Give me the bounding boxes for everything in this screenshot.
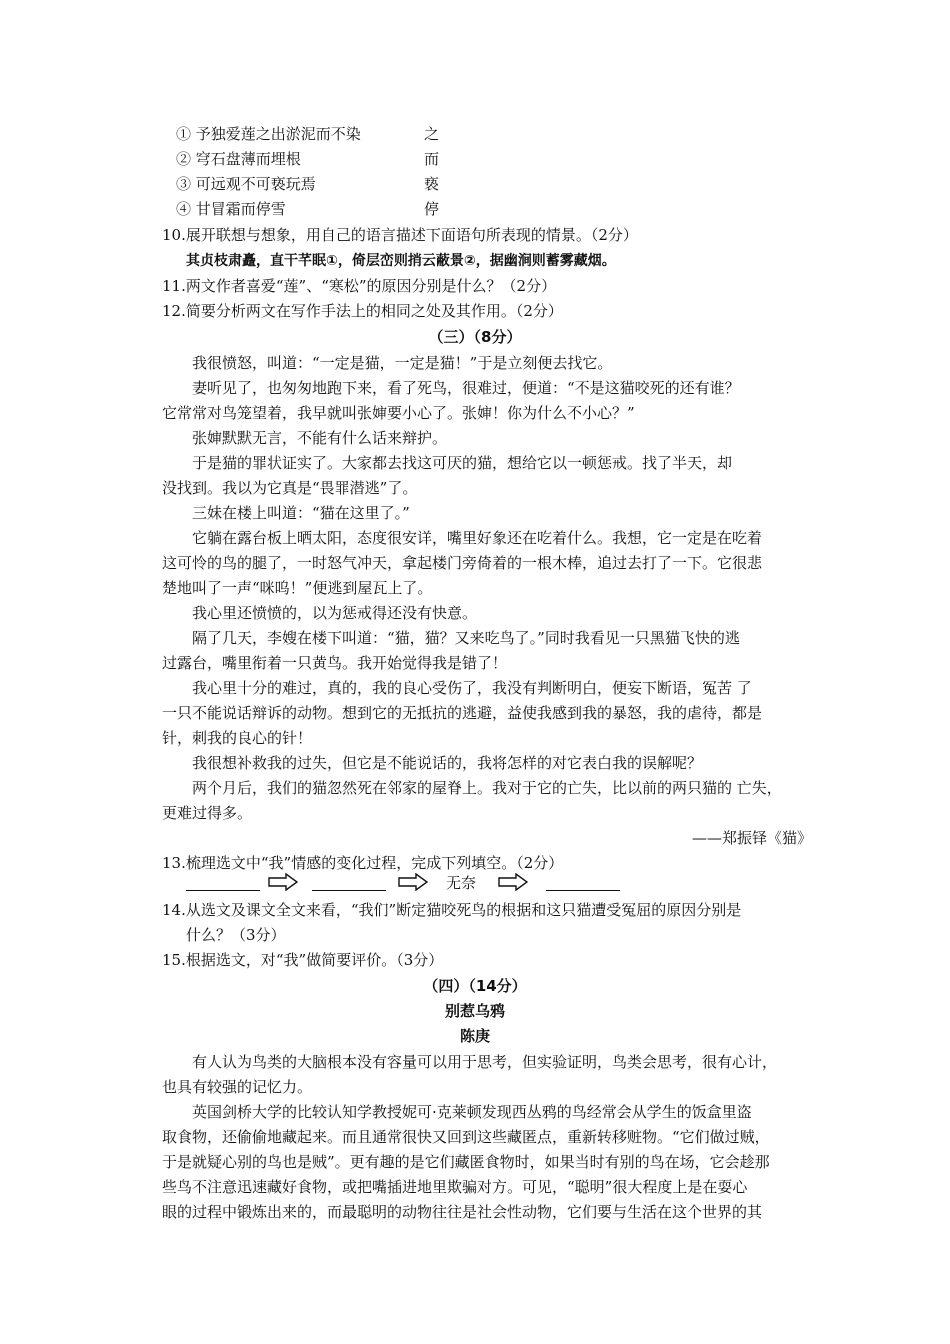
- passage-3-line: 我很想补救我的过失，但它是不能说话的，我将怎样的对它表白我的误解呢？: [192, 754, 703, 772]
- passage-3-line: 它常常对鸟笼望着，我早就叫张婶要小心了。张婶！你为什么不小心？”: [162, 404, 635, 422]
- question-10: 10.展开联想与想象，用自己的语言描述下面语句所表现的情景。（2分）: [162, 226, 638, 244]
- vocab-word-1: 之: [424, 125, 440, 143]
- question-12: 12.简要分析两文在写作手法上的相同之处及其作用。（2分）: [162, 302, 563, 320]
- question-10-quote: 其贞枝肃矗，直干芊眠①，倚层峦则捎云蔽景②，据幽涧则蓄雾藏烟。: [186, 253, 616, 269]
- passage-4-line: 些鸟不注意迅速藏好食物，或把嘴插进地里欺骗对方。可见，“聪明”很大程度上是在耍心: [162, 1178, 748, 1196]
- right-arrow-icon: [268, 873, 298, 891]
- vocab-word-3: 亵: [424, 175, 440, 193]
- answer-blank-2[interactable]: [312, 890, 386, 891]
- passage-4-line: 也具有较强的记忆力。: [162, 1078, 313, 1096]
- passage-3-line: 隔了几天，李嫂在楼下叫道：“猫，猫？又来吃鸟了。”同时我看见一只黑猫飞快的逃: [192, 629, 740, 647]
- passage-3-line: 针，刺我的良心的针！: [162, 729, 313, 747]
- passage-3-line: 一只不能说话辩诉的动物。想到它的无抵抗的逃避，益使我感到我的暴怒，我的虐待，都是: [162, 704, 763, 722]
- right-arrow-icon: [498, 873, 528, 891]
- passage-4-line: 有人认为鸟类的大脑根本没有容量可以用于思考，但实验证明，鸟类会思考，很有心计，: [192, 1053, 778, 1071]
- passage-4-line: 取食物，还偷偷地藏起来。而且通常很快又回到这些藏匿点，重新转移赃物。“它们做过贼，: [162, 1128, 770, 1146]
- passage-3-line: 更难过得多。: [162, 804, 253, 822]
- section-3-title: （三）（8分）: [428, 328, 522, 346]
- passage-3-line: 这可怜的鸟的腿了，一时怒气冲天，拿起楼门旁倚着的一根木棒，追过去打了一下。它很悲: [162, 554, 763, 572]
- passage-3-line: 张婶默默无言，不能有什么话来辩护。: [192, 429, 448, 447]
- passage-3-line: 我很愤怒，叫道：“一定是猫，一定是猫！”于是立刻便去找它。: [192, 354, 613, 372]
- question-14-cont: 什么？（3分）: [186, 926, 286, 944]
- vocab-word-4: 停: [424, 200, 440, 218]
- passage-4-line: 于是就疑心别的鸟也是贼”。更有趣的是它们藏匿食物时，如果当时有别的鸟在场，它会趁那: [162, 1153, 770, 1171]
- passage-3-line: 我心里还愤愤的，以为惩戒得还没有快意。: [192, 604, 478, 622]
- right-arrow-icon: [398, 873, 428, 891]
- question-15: 15.根据选文，对“我”做简要评价。（3分）: [162, 951, 444, 969]
- passage-3-line: 两个月后，我们的猫忽然死在邻家的屋脊上。我对于它的亡失，比以前的两只猫的 亡失，: [192, 779, 782, 797]
- passage-3-line: 它躺在露台板上晒太阳，态度很安详，嘴里好象还在吃着什么。我想，它一定是在吃着: [192, 529, 763, 547]
- vocab-sentence-4: ④ 甘冒霜而停雪: [176, 200, 286, 218]
- vocab-sentence-2: ② 穹石盘薄而埋根: [176, 150, 301, 168]
- article-author: 陈庚: [459, 1027, 490, 1045]
- passage-3-line: 没找到。我以为它真是“畏罪潜逃”了。: [162, 479, 418, 497]
- passage-3-line: 三妹在楼上叫道：“猫在这里了。”: [192, 504, 410, 522]
- passage-3-line: 我心里十分的难过，真的，我的良心受伤了，我没有判断明白，便妄下断语，冤苦 了: [192, 679, 752, 697]
- question-11: 11.两文作者喜爱“莲”、“寒松”的原因分别是什么？（2分）: [162, 277, 557, 295]
- section-4-title: （四）（14分）: [423, 977, 527, 995]
- vocab-sentence-1: ① 予独爱莲之出淤泥而不染: [176, 125, 361, 143]
- passage-4-line: 眼的过程中锻炼出来的，而最聪明的动物往往是社会性动物，它们要与生活在这个世界的其: [162, 1203, 763, 1221]
- fill-given-word: 无奈: [446, 874, 477, 892]
- vocab-sentence-3: ③ 可远观不可亵玩焉: [176, 175, 316, 193]
- passage-3-line: 妻听见了，也匆匆地跑下来，看了死鸟，很难过，便道：“不是这猫咬死的还有谁？: [192, 379, 740, 397]
- vocab-word-2: 而: [424, 150, 440, 168]
- passage-3-source: ——郑振铎《猫》: [692, 829, 813, 847]
- answer-blank-1[interactable]: [186, 890, 260, 891]
- question-13: 13.梳理选文中“我”情感的变化过程，完成下列填空。（2分）: [162, 854, 564, 872]
- passage-4-line: 英国剑桥大学的比较认知学教授妮可·克莱顿发现西丛鸦的鸟经常会从学生的饭盒里盗: [192, 1103, 752, 1121]
- question-14: 14.从选文及课文全文来看，“我们”断定猫咬死鸟的根据和这只猫遭受冤屈的原因分别是: [162, 901, 742, 919]
- article-title: 别惹乌鸦: [444, 1002, 505, 1020]
- passage-3-line: 楚地叫了一声“咪呜！”便逃到屋瓦上了。: [162, 579, 433, 597]
- passage-3-line: 于是猫的罪状证实了。大家都去找这可厌的猫，想给它以一顿惩戒。找了半天，却: [192, 454, 733, 472]
- passage-3-line: 过露台，嘴里衔着一只黄鸟。我开始觉得我是错了！: [162, 654, 508, 672]
- answer-blank-3[interactable]: [546, 890, 620, 891]
